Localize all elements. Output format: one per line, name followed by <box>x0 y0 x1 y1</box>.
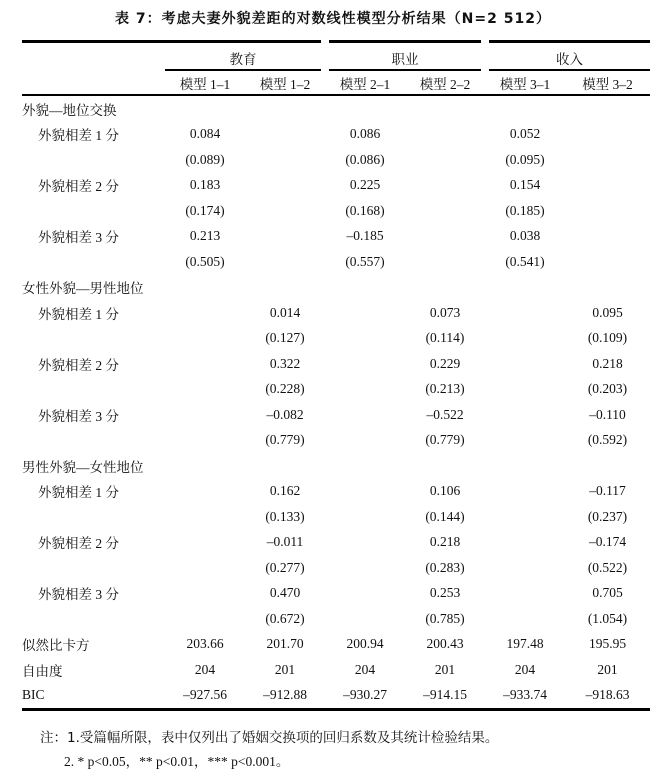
table-cell <box>485 555 565 581</box>
table-cell <box>485 581 565 607</box>
table-cell <box>325 300 405 326</box>
table-row <box>22 224 650 250</box>
table-cell: –0.117 <box>589 483 626 499</box>
results-table <box>22 40 650 711</box>
table-cell <box>165 581 245 607</box>
table-cell <box>245 453 325 479</box>
table-cell: (0.785) <box>425 610 465 626</box>
table-row <box>22 300 650 326</box>
row-label: 外貌—地位交换 <box>22 102 117 118</box>
table-cell <box>405 173 485 199</box>
table-row <box>22 683 650 710</box>
table-cell <box>565 249 650 275</box>
row-label: 外貌相差 1 分 <box>38 485 119 501</box>
table-cell: 201 <box>434 661 456 677</box>
table-cell: (0.127) <box>265 330 305 346</box>
table-cell <box>325 275 405 301</box>
table-row <box>22 632 650 658</box>
table-cell <box>325 581 405 607</box>
row-label: 外貌相差 2 分 <box>38 536 119 552</box>
row-label <box>22 606 165 632</box>
table-cell: (0.089) <box>185 151 225 167</box>
table-cell: (0.203) <box>587 381 628 397</box>
table-row <box>22 479 650 505</box>
row-label <box>22 504 165 530</box>
row-label: 外貌相差 3 分 <box>38 408 119 424</box>
table-cell <box>485 326 565 352</box>
table-cell: (0.522) <box>587 559 628 575</box>
results-table-container <box>22 40 650 711</box>
table-cell: (0.144) <box>425 508 465 524</box>
table-cell <box>565 453 650 479</box>
empty-header <box>22 70 165 95</box>
table-cell: 0.218 <box>592 355 623 371</box>
table-row <box>22 504 650 530</box>
table-cell: (0.168) <box>345 202 385 218</box>
row-label: 似然比卡方 <box>22 638 90 654</box>
table-cell: –0.011 <box>266 534 304 550</box>
table-cell: 0.038 <box>509 228 541 244</box>
table-cell: 0.218 <box>429 534 461 550</box>
table-cell <box>245 173 325 199</box>
table-cell: 0.084 <box>189 126 221 142</box>
table-cell <box>245 95 325 122</box>
table-cell: (0.109) <box>587 330 628 346</box>
table-cell: –930.27 <box>325 683 405 710</box>
table-cell <box>485 530 565 556</box>
table-cell <box>405 224 485 250</box>
table-cell <box>485 453 565 479</box>
table-cell <box>485 300 565 326</box>
table-cell: 0.470 <box>269 585 301 601</box>
table-cell <box>405 95 485 122</box>
table-cell <box>405 147 485 173</box>
row-label: 自由度 <box>22 663 63 679</box>
table-cell: –912.88 <box>245 683 325 710</box>
table-cell: 0.086 <box>349 126 381 142</box>
table-cell <box>245 275 325 301</box>
table-row <box>22 402 650 428</box>
table-cell <box>165 95 245 122</box>
table-cell <box>165 377 245 403</box>
table-cell: (0.277) <box>265 559 305 575</box>
table-cell: (0.086) <box>345 151 385 167</box>
table-row <box>22 198 650 224</box>
table-cell <box>325 428 405 454</box>
row-label <box>22 377 165 403</box>
table-cell: –0.174 <box>588 534 627 550</box>
table-body <box>22 95 650 710</box>
table-cell: (0.174) <box>185 202 225 218</box>
table-cell <box>165 300 245 326</box>
table-cell <box>165 428 245 454</box>
table-cell: (0.095) <box>505 151 545 167</box>
table-cell <box>325 504 405 530</box>
table-cell: (0.557) <box>345 253 385 269</box>
table-row <box>22 657 650 683</box>
table-row <box>22 428 650 454</box>
table-cell: –914.15 <box>405 683 485 710</box>
model-header: 模型 3–1 <box>485 70 565 95</box>
row-label <box>22 198 165 224</box>
table-cell: (0.237) <box>587 508 628 524</box>
table-cell <box>485 479 565 505</box>
table-cell <box>325 453 405 479</box>
table-cell <box>565 198 650 224</box>
row-label: 外貌相差 1 分 <box>38 128 119 144</box>
table-row <box>22 606 650 632</box>
table-notes <box>40 726 498 774</box>
table-cell: –0.522 <box>426 406 464 422</box>
table-cell: –927.56 <box>165 683 245 710</box>
table-cell: –0.082 <box>266 406 304 422</box>
row-label <box>22 249 165 275</box>
row-label <box>22 326 165 352</box>
table-cell: 0.106 <box>429 483 461 499</box>
row-label <box>22 555 165 581</box>
table-cell <box>325 606 405 632</box>
table-cell: 0.229 <box>429 355 461 371</box>
table-row <box>22 249 650 275</box>
table-cell: 0.225 <box>349 177 381 193</box>
table-cell: 0.095 <box>592 304 623 320</box>
table-cell: –0.185 <box>346 228 384 244</box>
table-cell <box>325 530 405 556</box>
table-cell: 195.95 <box>588 636 627 652</box>
table-cell <box>565 224 650 250</box>
table-cell <box>485 377 565 403</box>
table-row <box>22 173 650 199</box>
table-cell: (0.213) <box>425 381 465 397</box>
table-cell: 204 <box>514 661 536 677</box>
table-cell: (0.114) <box>425 330 465 346</box>
table-cell <box>485 402 565 428</box>
table-cell: 200.94 <box>346 636 384 652</box>
table-cell <box>485 504 565 530</box>
table-cell: 204 <box>354 661 376 677</box>
table-cell: (1.054) <box>587 610 628 626</box>
section-row <box>22 95 650 122</box>
table-cell: 0.073 <box>429 304 461 320</box>
table-cell <box>325 326 405 352</box>
row-label: 女性外貌—男性地位 <box>22 281 144 297</box>
table-cell <box>405 249 485 275</box>
table-cell: 0.154 <box>509 177 541 193</box>
table-cell: 0.052 <box>509 126 541 142</box>
table-cell: (0.672) <box>265 610 305 626</box>
section-row <box>22 453 650 479</box>
table-cell <box>245 122 325 148</box>
table-cell <box>565 275 650 301</box>
table-cell <box>325 555 405 581</box>
table-cell <box>325 479 405 505</box>
table-cell: 201 <box>597 661 618 677</box>
row-label: BIC <box>22 683 165 710</box>
empty-header <box>22 42 165 71</box>
note-1: 注：1.受篇幅所限，表中仅列出了婚姻交换项的回归系数及其统计检验结果。 <box>40 730 499 746</box>
model-header: 模型 1–2 <box>245 70 325 95</box>
table-cell: –0.110 <box>589 406 626 422</box>
row-label: 外貌相差 2 分 <box>38 179 119 195</box>
row-label: 外貌相差 3 分 <box>38 230 119 246</box>
row-label: 外貌相差 1 分 <box>38 306 119 322</box>
table-cell: –933.74 <box>485 683 565 710</box>
table-cell: 0.705 <box>592 585 623 601</box>
note-2: 2. * p<0.05，** p<0.01，*** p<0.001。 <box>64 754 290 769</box>
table-cell <box>565 95 650 122</box>
table-cell: 197.48 <box>506 636 544 652</box>
table-row <box>22 555 650 581</box>
table-cell <box>165 555 245 581</box>
table-cell <box>405 275 485 301</box>
table-row <box>22 581 650 607</box>
table-cell <box>565 147 650 173</box>
table-cell <box>165 453 245 479</box>
table-cell: (0.541) <box>505 253 545 269</box>
table-cell <box>405 122 485 148</box>
table-cell <box>165 326 245 352</box>
table-cell: –918.63 <box>565 683 650 710</box>
section-row <box>22 275 650 301</box>
table-row <box>22 326 650 352</box>
table-cell: (0.185) <box>505 202 545 218</box>
table-cell <box>325 351 405 377</box>
table-cell: 0.183 <box>189 177 221 193</box>
table-cell <box>245 147 325 173</box>
row-label <box>22 428 165 454</box>
table-cell <box>485 95 565 122</box>
table-cell: 201 <box>274 661 296 677</box>
table-cell: 0.162 <box>269 483 301 499</box>
table-cell: (0.779) <box>425 432 465 448</box>
table-cell: (0.505) <box>185 253 225 269</box>
table-title: 表 7：考虑夫妻外貌差距的对数线性模型分析结果（N=2 512） <box>115 11 551 27</box>
table-cell <box>565 122 650 148</box>
table-cell: (0.779) <box>265 432 305 448</box>
table-cell: (0.133) <box>265 508 305 524</box>
table-cell: (0.592) <box>587 432 628 448</box>
group-header-income: 收入 <box>485 42 650 71</box>
table-cell <box>325 402 405 428</box>
table-cell <box>485 428 565 454</box>
table-cell <box>165 402 245 428</box>
table-cell <box>325 377 405 403</box>
table-row <box>22 351 650 377</box>
table-cell <box>565 173 650 199</box>
table-cell <box>245 224 325 250</box>
table-cell <box>165 530 245 556</box>
table-cell: 203.66 <box>186 636 224 652</box>
table-cell <box>165 504 245 530</box>
table-cell <box>165 606 245 632</box>
table-row <box>22 377 650 403</box>
group-header-education: 教育 <box>165 42 325 71</box>
table-cell: 201.70 <box>266 636 304 652</box>
table-cell <box>245 198 325 224</box>
table-cell: 0.322 <box>269 355 301 371</box>
table-cell <box>485 606 565 632</box>
table-row <box>22 530 650 556</box>
table-cell: 0.213 <box>189 228 221 244</box>
table-cell <box>165 275 245 301</box>
row-label: 男性外貌—女性地位 <box>22 459 144 475</box>
model-header: 模型 1–1 <box>165 70 245 95</box>
table-cell <box>485 275 565 301</box>
model-header: 模型 2–2 <box>405 70 485 95</box>
group-header-occupation: 职业 <box>325 42 485 71</box>
table-row <box>22 122 650 148</box>
model-header: 模型 3–2 <box>565 70 650 95</box>
table-cell <box>165 479 245 505</box>
row-label <box>22 147 165 173</box>
table-cell <box>165 351 245 377</box>
row-label: 外貌相差 2 分 <box>38 357 119 373</box>
model-header: 模型 2–1 <box>325 70 405 95</box>
table-cell <box>485 351 565 377</box>
table-cell <box>405 453 485 479</box>
table-cell: (0.283) <box>425 559 465 575</box>
table-cell <box>325 95 405 122</box>
table-cell: 200.43 <box>426 636 464 652</box>
table-cell: 0.253 <box>429 585 461 601</box>
row-label: 外貌相差 3 分 <box>38 587 119 603</box>
table-cell <box>405 198 485 224</box>
table-row <box>22 147 650 173</box>
table-cell: 0.014 <box>269 304 301 320</box>
table-cell <box>245 249 325 275</box>
table-cell: 204 <box>194 661 216 677</box>
table-cell: (0.228) <box>265 381 305 397</box>
